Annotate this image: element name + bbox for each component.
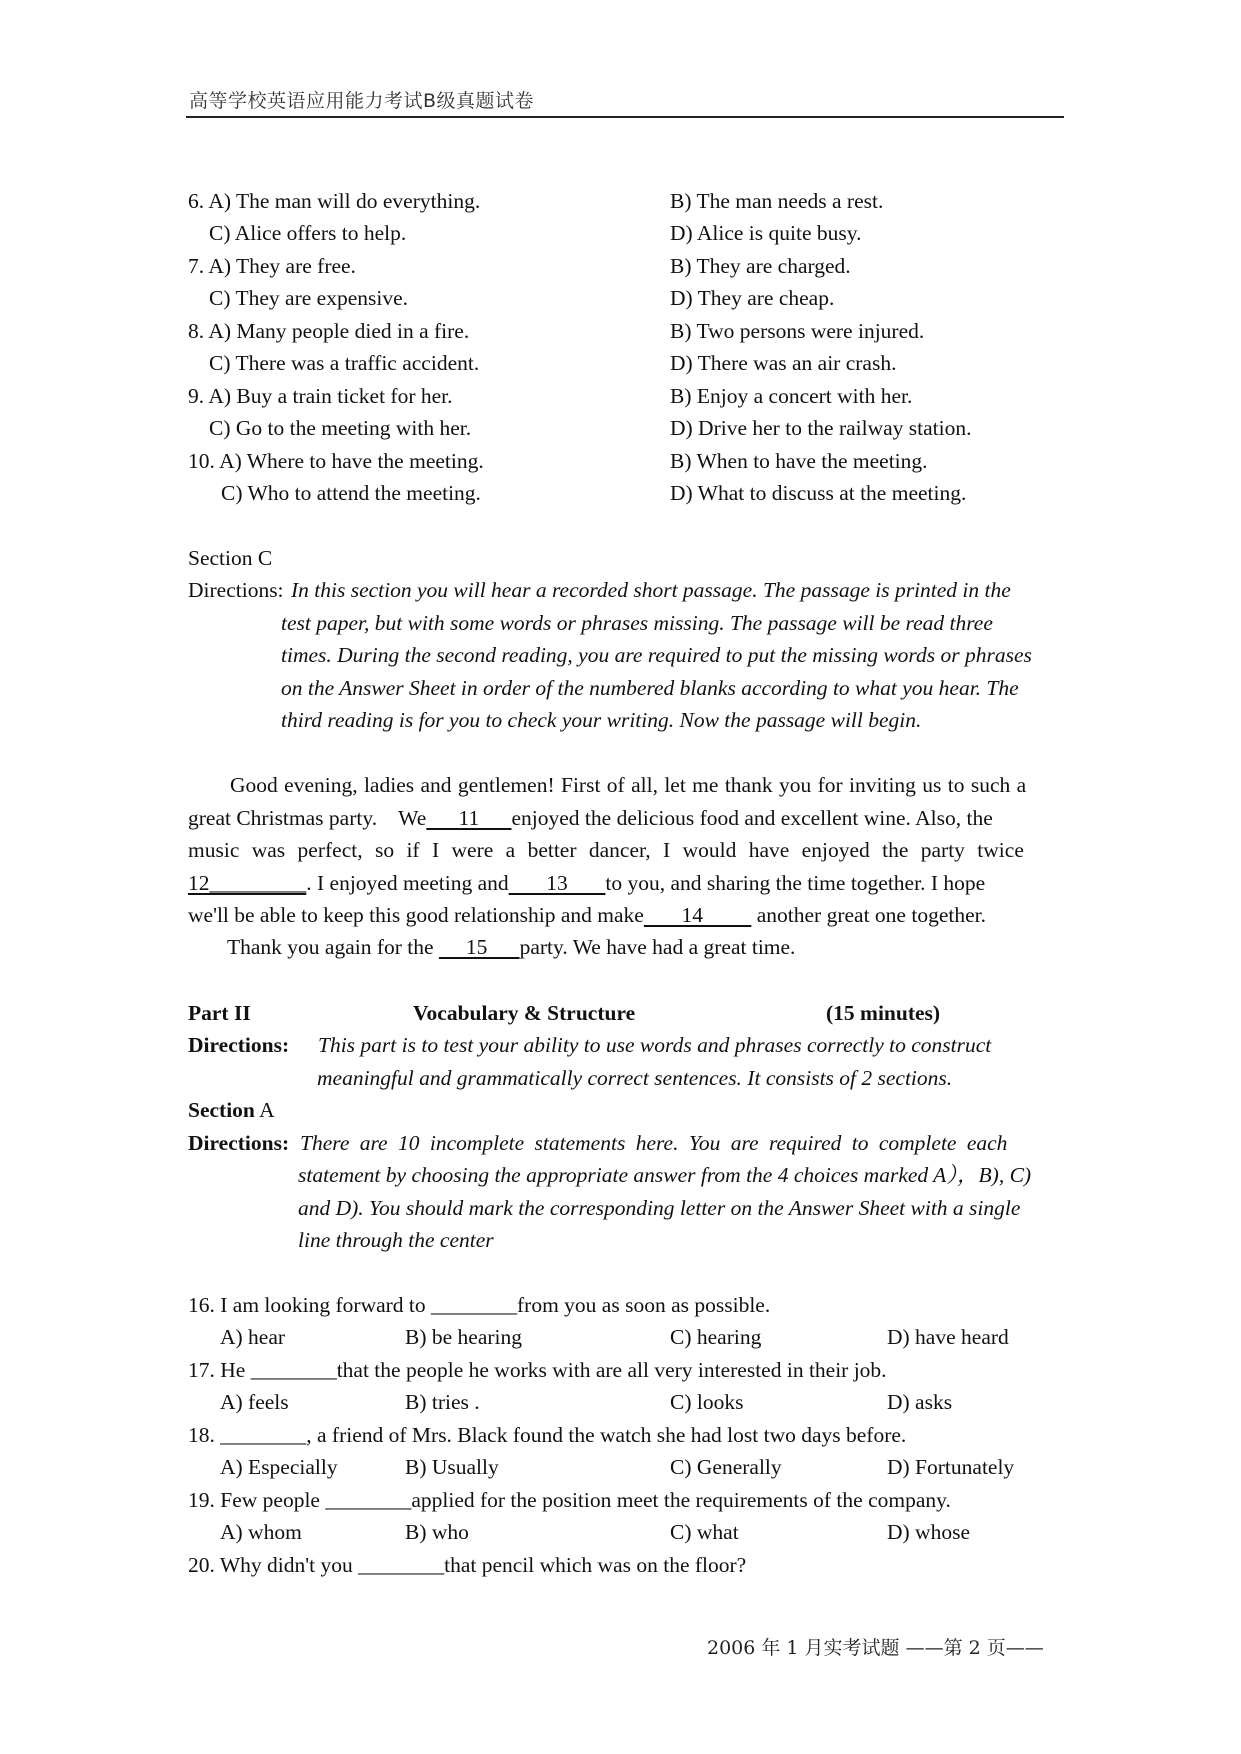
directions-line: and D). You should mark the corresponding letter on the Answer Sheet with a single xyxy=(298,1196,1021,1220)
choice-7d: D) They are cheap. xyxy=(670,286,835,310)
choice-10d: D) What to discuss at the meeting. xyxy=(670,481,967,505)
section-a-heading xyxy=(188,1100,275,1122)
section-a-directions-label: Directions: xyxy=(188,1131,290,1155)
blank-15[interactable]: 15 xyxy=(438,935,520,959)
choice-8a: 8. A) Many people died in a fire. xyxy=(188,319,470,343)
question-stem: 20. Why didn't you ________that pencil which was on the floor? xyxy=(188,1553,747,1577)
option-a[interactable]: A) Especially xyxy=(220,1455,338,1479)
option-c[interactable]: C) what xyxy=(670,1520,739,1544)
directions-line: statement by choosing the appropriate answer from the 4 choices marked A），B), C) xyxy=(298,1163,1032,1187)
directions-line: third reading is for you to check your writing. Now the passage will begin. xyxy=(281,708,922,732)
directions-line: test paper, but with some words or phrases missing. The passage will be read three xyxy=(281,611,993,635)
option-a[interactable]: A) whom xyxy=(220,1520,302,1544)
passage-line xyxy=(188,808,993,830)
option-a[interactable]: A) feels xyxy=(220,1390,289,1414)
option-a[interactable]: A) hear xyxy=(220,1325,286,1349)
directions-line: on the Answer Sheet in order of the numbered blanks according to what you hear. The xyxy=(281,676,1019,700)
choice-8d: D) There was an air crash. xyxy=(670,351,897,375)
page-header xyxy=(186,86,1064,118)
blank-13[interactable]: 13 xyxy=(508,871,606,895)
directions-line: meaningful and grammatically correct sentences. It consists of 2 sections. xyxy=(317,1066,953,1090)
option-c[interactable]: C) looks xyxy=(670,1390,744,1414)
passage-text: great Christmas party. We xyxy=(188,806,427,830)
choice-10a: 10. A) Where to have the meeting. xyxy=(188,449,484,473)
choice-10b: B) When to have the meeting. xyxy=(670,449,928,473)
choice-9b: B) Enjoy a concert with her. xyxy=(670,384,913,408)
option-b[interactable]: B) Usually xyxy=(405,1455,499,1479)
question-stem: 16. I am looking forward to ________from you as soon as possible. xyxy=(188,1293,771,1317)
passage-line xyxy=(227,937,795,959)
part-time: (15 minutes) xyxy=(826,1001,941,1025)
directions-line: This part is to test your ability to use words and phrases correctly to construct xyxy=(318,1033,992,1057)
choice-6d: D) Alice is quite busy. xyxy=(670,221,862,245)
choice-6b: B) The man needs a rest. xyxy=(670,189,884,213)
option-d[interactable]: D) whose xyxy=(887,1520,970,1544)
header-title: 高等学校英语应用能力考试B级真题试卷 xyxy=(189,90,535,112)
passage-line: music was perfect, so if I were a better dancer, I would have enjoyed the party twice xyxy=(188,838,1024,862)
choice-9d: D) Drive her to the railway station. xyxy=(670,416,972,440)
option-c[interactable]: C) hearing xyxy=(670,1325,762,1349)
option-c[interactable]: C) Generally xyxy=(670,1455,782,1479)
directions-line: times. During the second reading, you are required to put the missing words or phrases xyxy=(281,643,1032,667)
question-stem: 18. ________, a friend of Mrs. Black found the watch she had lost two days before. xyxy=(188,1423,907,1447)
option-d[interactable]: D) have heard xyxy=(887,1325,1009,1349)
part2-directions-label: Directions: xyxy=(188,1033,290,1057)
choice-7c: C) They are expensive. xyxy=(209,286,409,310)
page-footer: 2006 年 1 月实考试题 ——第 2 页—— xyxy=(707,1637,1044,1659)
section-a-bold: Section xyxy=(188,1098,255,1122)
section-c-directions-label: Directions: xyxy=(188,578,284,602)
blank-11[interactable]: 11 xyxy=(426,806,512,830)
option-b[interactable]: B) be hearing xyxy=(405,1325,523,1349)
passage-text: we'll be able to keep this good relationship and make xyxy=(188,903,644,927)
choice-7a: 7. A) They are free. xyxy=(188,254,356,278)
blank-14[interactable]: 14 xyxy=(643,903,752,927)
passage-line xyxy=(188,873,985,895)
choice-6a: 6. A) The man will do everything. xyxy=(188,189,481,213)
option-b[interactable]: B) tries . xyxy=(405,1390,480,1414)
blank-12[interactable]: 12_________ xyxy=(188,871,307,895)
option-d[interactable]: D) asks xyxy=(887,1390,953,1414)
choice-9a: 9. A) Buy a train ticket for her. xyxy=(188,384,453,408)
section-a-letter: A xyxy=(254,1098,275,1122)
passage-line: Good evening, ladies and gentlemen! First of all, let me thank you for inviting us to such a xyxy=(230,773,1027,797)
option-d[interactable]: D) Fortunately xyxy=(887,1455,1015,1479)
choice-8b: B) Two persons were injured. xyxy=(670,319,925,343)
choice-10c: C) Who to attend the meeting. xyxy=(221,481,481,505)
passage-text: Thank you again for the xyxy=(227,935,439,959)
directions-line: There are 10 incomplete statements here. You are required to complete each xyxy=(300,1131,1008,1155)
choice-7b: B) They are charged. xyxy=(670,254,851,278)
passage-text: party. We have had a great time. xyxy=(519,935,796,959)
choice-6c: C) Alice offers to help. xyxy=(209,221,407,245)
passage-line xyxy=(188,905,986,927)
choice-9c: C) Go to the meeting with her. xyxy=(209,416,472,440)
question-stem: 19. Few people ________applied for the position meet the requirements of the company. xyxy=(188,1488,951,1512)
question-stem: 17. He ________that the people he works with are all very interested in their job. xyxy=(188,1358,887,1382)
passage-text: to you, and sharing the time together. I hope xyxy=(605,871,986,895)
part-title: Vocabulary & Structure xyxy=(413,1001,636,1025)
choice-8c: C) There was a traffic accident. xyxy=(209,351,480,375)
passage-text: enjoyed the delicious food and excellent wine. Also, the xyxy=(511,806,993,830)
option-b[interactable]: B) who xyxy=(405,1520,469,1544)
passage-text: . I enjoyed meeting and xyxy=(306,871,509,895)
directions-line: In this section you will hear a recorded short passage. The passage is printed in the xyxy=(291,578,1011,602)
directions-line: line through the center xyxy=(298,1228,494,1252)
part-label: Part II xyxy=(188,1001,251,1025)
passage-text: another great one together. xyxy=(751,903,986,927)
section-c-heading: Section C xyxy=(188,546,273,570)
